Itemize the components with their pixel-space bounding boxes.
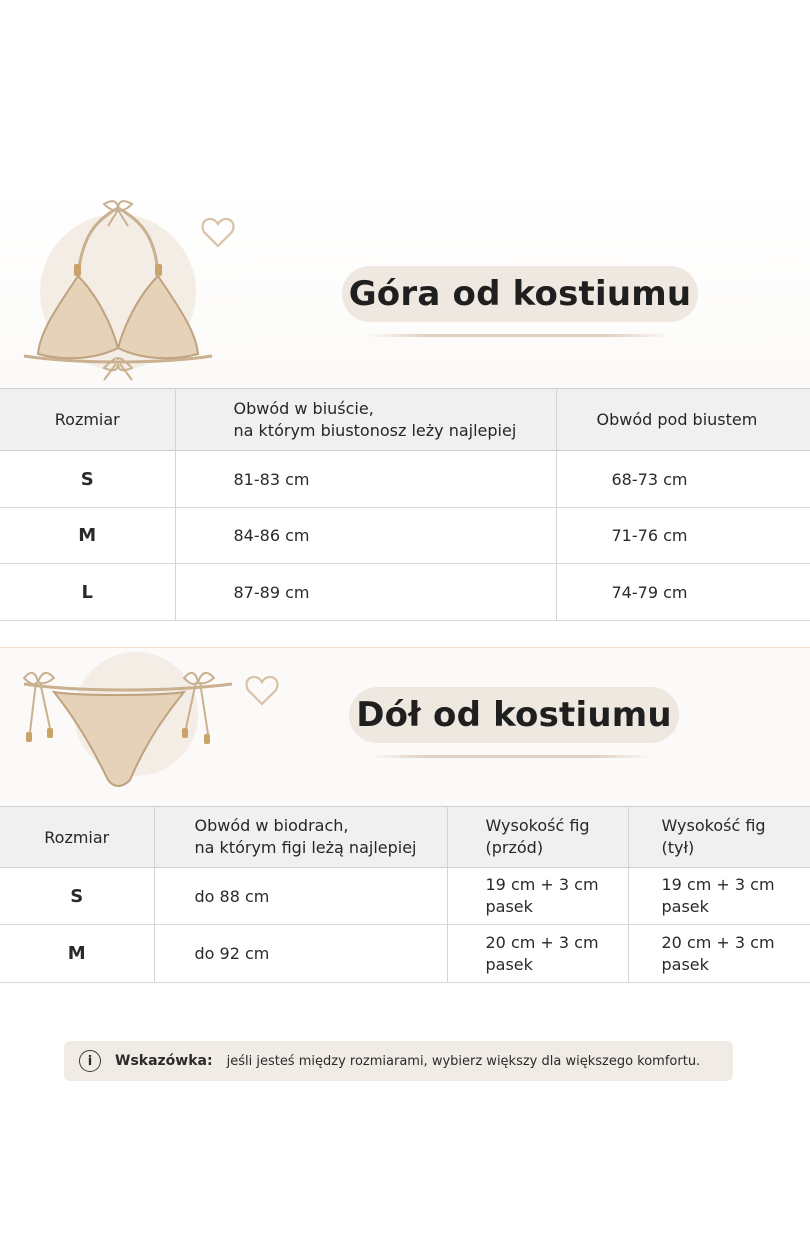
table-header-row [0,389,810,451]
table-row [0,508,810,564]
bust-cell: 81-83 cm [175,451,556,508]
tip-box [64,1041,733,1081]
hips-cell: do 88 cm [154,868,447,925]
size-cell: M [0,925,154,983]
top-size-table [0,388,810,621]
header-hips: Obwód w biodrach, na którym figi leżą najlepiej [154,807,447,868]
hips-cell: do 92 cm [154,925,447,983]
tip-text: jeśli jesteś między rozmiarami, wybierz większy dla większego komfortu. [226,1053,701,1069]
size-cell: S [0,868,154,925]
bottom-section-title: Dół od kostiumu [349,687,679,743]
size-cell: M [0,508,175,564]
bust-cell: 87-89 cm [175,564,556,621]
bust-cell: 84-86 cm [175,508,556,564]
underbust-cell: 71-76 cm [556,508,810,564]
header-front-height: Wysokość fig (przód) [447,807,628,868]
header-underbust: Obwód pod biustem [556,389,810,451]
underbust-cell: 74-79 cm [556,564,810,621]
table-row [0,868,810,925]
top-section-title: Góra od kostiumu [342,266,698,322]
front-height-cell: 19 cm + 3 cm pasek [447,868,628,925]
table-row [0,925,810,983]
table-header-row [0,807,810,868]
size-cell: S [0,451,175,508]
bikini-bottom-icon [18,652,288,802]
table-row [0,564,810,621]
bottom-size-table [0,806,810,983]
header-back-height: Wysokość fig (tył) [628,807,810,868]
size-cell: L [0,564,175,621]
back-height-cell: 20 cm + 3 cm pasek [628,925,810,983]
back-height-cell: 19 cm + 3 cm pasek [628,868,810,925]
header-bust: Obwód w biuście, na którym biustonosz leży najlepiej [175,389,556,451]
top-title-underline [366,334,670,337]
tip-label: Wskazówka: [115,1053,213,1069]
bottom-title-underline [370,755,652,758]
header-size: Rozmiar [0,807,154,868]
table-row [0,451,810,508]
underbust-cell: 68-73 cm [556,451,810,508]
front-height-cell: 20 cm + 3 cm pasek [447,925,628,983]
header-size: Rozmiar [0,389,175,451]
bikini-top-icon [18,196,248,386]
info-icon: i [79,1050,101,1072]
